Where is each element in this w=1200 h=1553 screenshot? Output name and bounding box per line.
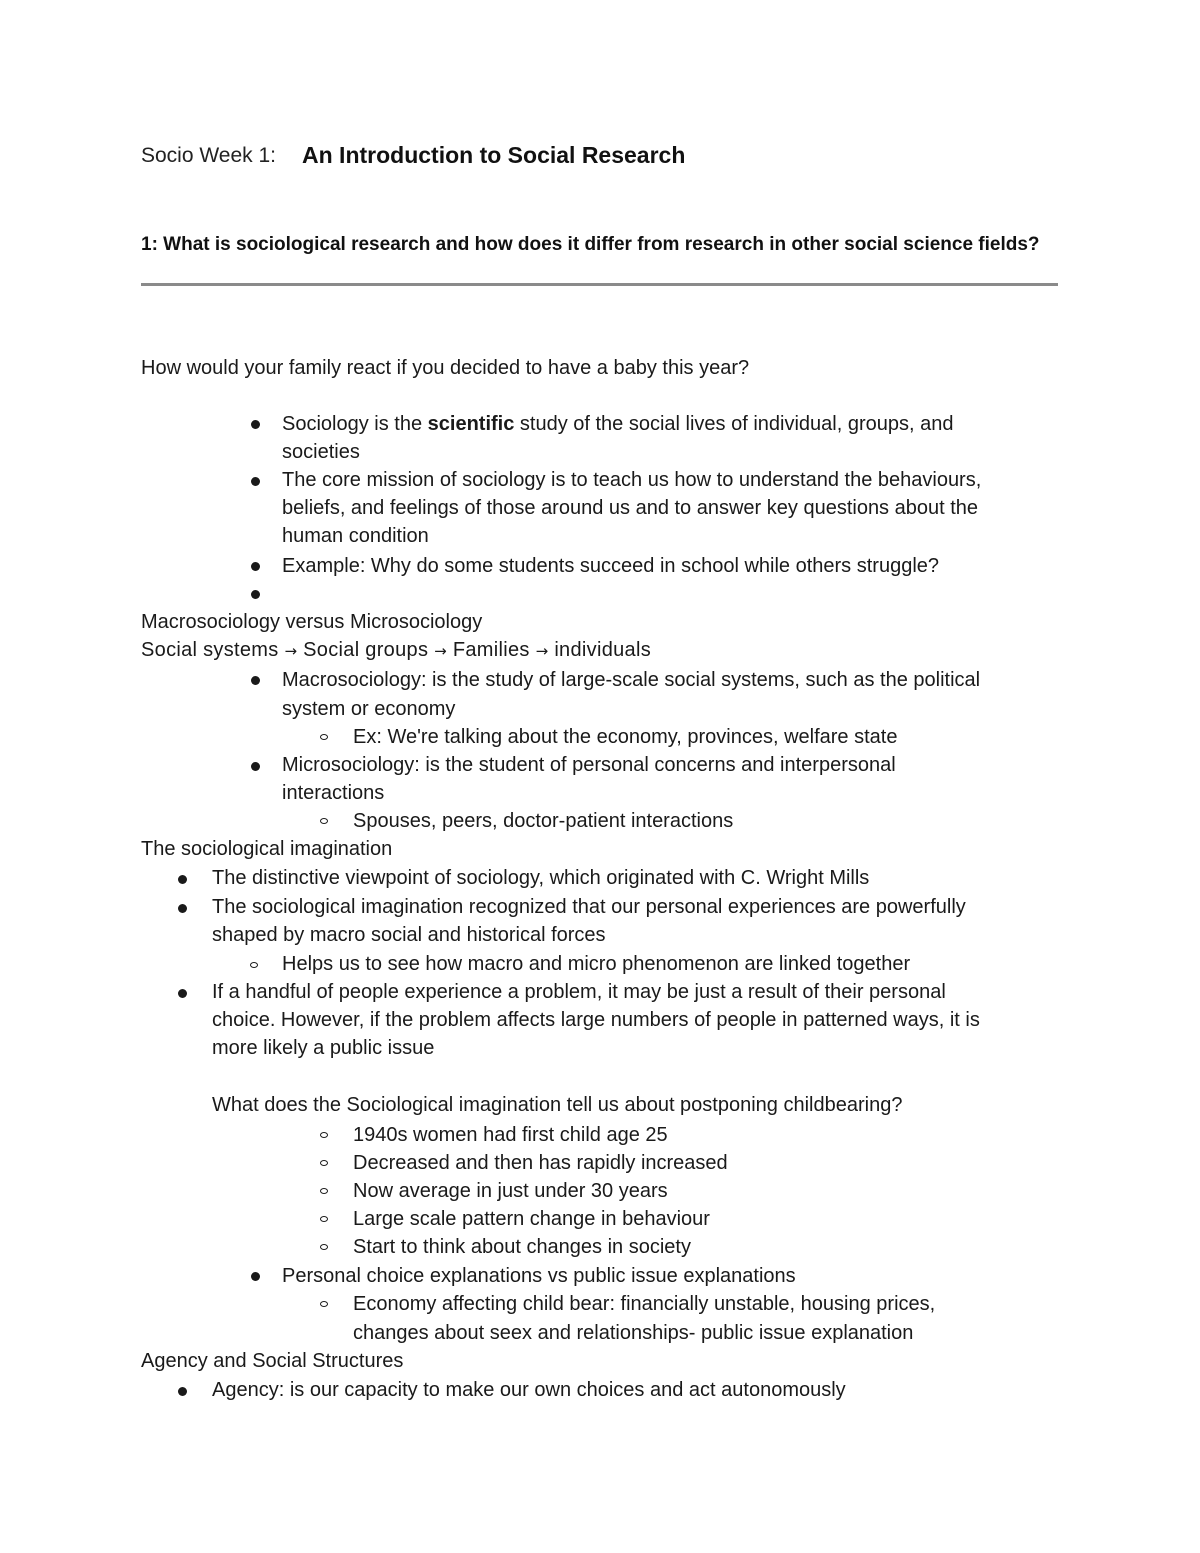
bullet-dot-icon bbox=[251, 562, 260, 571]
explanations-bullet: Personal choice explanations vs public issue explanations bbox=[282, 1265, 796, 1287]
micro-bullet: Microsociology: is the student of personal concerns and interpersonal bbox=[282, 754, 896, 776]
bullet-circle-icon bbox=[320, 1188, 328, 1194]
imagination-bullet-3: If a handful of people experience a problem, it may be just a result of their personal bbox=[212, 981, 946, 1003]
bold-scientific: scientific bbox=[427, 413, 515, 435]
arrow-right-icon: → bbox=[284, 642, 298, 660]
childbearing-sub: Large scale pattern change in behaviour bbox=[353, 1208, 710, 1230]
sociology-bullet-1: Sociology is the scientific study of the social lives of individual, groups, and bbox=[282, 413, 954, 435]
bullet-dot-icon bbox=[251, 762, 260, 771]
explanations-sub: Economy affecting child bear: financially unstable, housing prices, bbox=[353, 1293, 936, 1315]
arrow-right-icon: → bbox=[434, 642, 447, 660]
agency-heading: Agency and Social Structures bbox=[141, 1350, 404, 1372]
bullet-dot-icon bbox=[178, 904, 187, 913]
bullet-dot-icon bbox=[251, 477, 260, 486]
page-title: An Introduction to Social Research bbox=[302, 142, 686, 168]
empty-bullet-dot-icon bbox=[251, 590, 260, 599]
childbearing-sub: Decreased and then has rapidly increased bbox=[353, 1152, 728, 1174]
bullet-circle-icon bbox=[320, 1160, 328, 1166]
agency-bullet-1: Agency: is our capacity to make our own choices and act autonomously bbox=[212, 1379, 846, 1401]
bullet-circle-icon bbox=[320, 1244, 328, 1250]
sociology-bullet-1-line2: societies bbox=[282, 441, 360, 463]
chain-item: Social groups bbox=[303, 639, 429, 661]
chain-item: Social systems bbox=[141, 639, 279, 661]
childbearing-sub: Start to think about changes in society bbox=[353, 1236, 691, 1258]
childbearing-sub: 1940s women had first child age 25 bbox=[353, 1124, 668, 1146]
imagination-bullet-1: The distinctive viewpoint of sociology, which originated with C. Wright Mills bbox=[212, 867, 870, 889]
bullet-dot-icon bbox=[178, 875, 187, 884]
bullet-circle-icon bbox=[320, 1301, 328, 1307]
bullet-dot-icon bbox=[178, 1387, 187, 1396]
section-heading: 1: What is sociological research and how does it differ from research in other social science fields? bbox=[141, 234, 1040, 255]
macro-bullet-line2: system or economy bbox=[282, 698, 456, 720]
explanations-sub-line2: changes about seex and relationships- public issue explanation bbox=[353, 1322, 914, 1344]
family-question: How would your family react if you decided to have a baby this year? bbox=[141, 357, 750, 379]
bullet-circle-icon bbox=[320, 734, 328, 740]
imagination-bullet-2-line2: shaped by macro social and historical forces bbox=[212, 924, 606, 946]
macro-bullet: Macrosociology: is the study of large-scale social systems, such as the political bbox=[282, 669, 981, 691]
imagination-heading: The sociological imagination bbox=[141, 838, 393, 860]
childbearing-sub: Now average in just under 30 years bbox=[353, 1180, 668, 1202]
imagination-bullet-3-line3: more likely a public issue bbox=[212, 1037, 435, 1059]
title-prefix: Socio Week 1: bbox=[141, 144, 277, 167]
bullet-dot-icon bbox=[251, 1272, 260, 1281]
macro-micro-heading: Macrosociology versus Microsociology bbox=[141, 611, 483, 633]
bullet-circle-icon bbox=[320, 818, 328, 824]
heading-rule bbox=[141, 283, 1058, 286]
bullet-dot-icon bbox=[251, 676, 260, 685]
micro-example: Spouses, peers, doctor-patient interactions bbox=[353, 810, 734, 832]
sociology-bullet-3: Example: Why do some students succeed in school while others struggle? bbox=[282, 555, 940, 577]
bullet-dot-icon bbox=[251, 420, 260, 429]
imagination-bullet-2-sub: Helps us to see how macro and micro phenomenon are linked together bbox=[282, 953, 911, 975]
micro-bullet-line2: interactions bbox=[282, 782, 385, 804]
sociology-bullet-2: The core mission of sociology is to teach us how to understand the behaviours, bbox=[282, 469, 982, 491]
bullet-circle-icon bbox=[320, 1132, 328, 1138]
bullet-dot-icon bbox=[178, 989, 187, 998]
macro-example: Ex: We're talking about the economy, provinces, welfare state bbox=[353, 726, 898, 748]
bullet-circle-icon bbox=[320, 1216, 328, 1222]
arrow-right-icon: → bbox=[535, 642, 549, 660]
chain-item: individuals bbox=[554, 639, 652, 661]
social-chain bbox=[141, 636, 651, 665]
imagination-bullet-2: The sociological imagination recognized that our personal experiences are powerfully bbox=[212, 896, 966, 918]
chain-item: Families bbox=[452, 639, 530, 661]
bullet-circle-icon bbox=[250, 962, 258, 968]
sociology-bullet-2-line3: human condition bbox=[282, 525, 429, 547]
sociology-bullet-2-line2: beliefs, and feelings of those around us and to answer key questions about the bbox=[282, 497, 979, 519]
childbearing-question: What does the Sociological imagination tell us about postponing childbearing? bbox=[212, 1094, 903, 1116]
imagination-bullet-3-line2: choice. However, if the problem affects large numbers of people in patterned ways, it is bbox=[212, 1009, 980, 1031]
